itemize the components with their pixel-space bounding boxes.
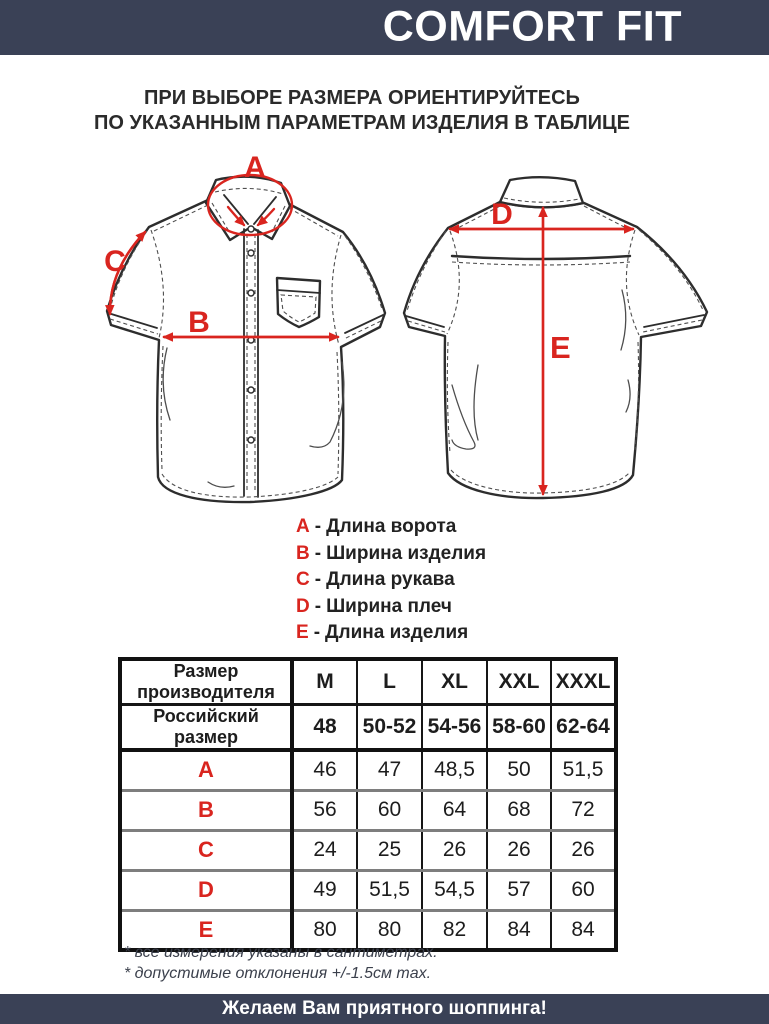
header-bar (0, 0, 769, 55)
legend-label: Ширина плеч (326, 595, 452, 617)
value-cell: 80 (357, 910, 422, 950)
size-cell: XXL (487, 659, 551, 705)
footnote-tolerance: * допустимые отклонения +/-1.5см max. (124, 965, 432, 982)
footnote-units: * все измерения указаны в сантиметрах. (124, 944, 438, 961)
table-row-d (120, 870, 616, 910)
legend-key: D (296, 595, 310, 617)
intro-line-2: ПО УКАЗАННЫМ ПАРАМЕТРАМ ИЗДЕЛИЯ В ТАБЛИЦЕ (93, 112, 630, 134)
legend-item-b (296, 541, 486, 568)
value-cell: 84 (487, 910, 551, 950)
value-cell: 72 (551, 790, 616, 830)
intro-line-1: ПРИ ВЫБОРЕ РАЗМЕРА ОРИЕНТИРУЙТЕСЬ (144, 87, 580, 109)
footer-message: Желаем Вам приятного шоппинга! (222, 998, 547, 1019)
table-row-manufacturer-size (120, 659, 616, 705)
legend-item-a (296, 514, 486, 541)
table-row-c (120, 830, 616, 870)
brand-title: COMFORT FIT (382, 2, 682, 51)
measure-label-d: D (491, 198, 513, 231)
footer-bar (0, 994, 769, 1024)
value-cell: 26 (487, 830, 551, 870)
size-cell: L (357, 659, 422, 705)
value-cell: 26 (551, 830, 616, 870)
size-cell: M (292, 659, 357, 705)
value-cell: 51,5 (357, 870, 422, 910)
table-row-a (120, 750, 616, 790)
size-cell: 48 (292, 705, 357, 751)
legend-item-d (296, 594, 486, 621)
value-cell: 56 (292, 790, 357, 830)
value-cell: 64 (422, 790, 487, 830)
value-cell: 57 (487, 870, 551, 910)
value-cell: 47 (357, 750, 422, 790)
legend-item-c (296, 567, 486, 594)
shirt-front-drawing (58, 150, 398, 510)
value-cell: 50 (487, 750, 551, 790)
legend-key: E (296, 622, 309, 644)
value-cell: 84 (551, 910, 616, 950)
legend-separator: - (314, 516, 322, 537)
legend-separator: - (313, 622, 321, 644)
value-cell: 48,5 (422, 750, 487, 790)
value-cell: 82 (422, 910, 487, 950)
size-table (118, 657, 618, 952)
legend-item-e (296, 620, 486, 647)
measure-legend (296, 514, 486, 647)
legend-label: Ширина изделия (326, 542, 487, 564)
footnotes (124, 942, 438, 984)
measure-key-cell: A (120, 750, 292, 790)
measure-label-a: A (244, 151, 266, 184)
measure-label-e: E (550, 330, 571, 365)
legend-key: B (296, 542, 310, 564)
legend-label: Длина ворота (326, 516, 457, 537)
row-header: Размер производителя (120, 659, 292, 705)
value-cell: 51,5 (551, 750, 616, 790)
shirt-front-outline (107, 177, 385, 502)
measure-key-cell: C (120, 830, 292, 870)
measure-key-cell: D (120, 870, 292, 910)
value-cell: 60 (357, 790, 422, 830)
size-cell: XXXL (551, 659, 616, 705)
measure-label-b: B (188, 306, 210, 339)
legend-label: Длина изделия (325, 622, 469, 644)
value-cell: 54,5 (422, 870, 487, 910)
legend-label: Длина рукава (326, 569, 455, 591)
size-cell: 58-60 (487, 705, 551, 751)
legend-separator: - (314, 595, 322, 617)
size-cell: 62-64 (551, 705, 616, 751)
size-cell: 54-56 (422, 705, 487, 751)
legend-key: A (296, 516, 310, 537)
value-cell: 24 (292, 830, 357, 870)
legend-separator: - (314, 542, 322, 564)
measure-key-cell: E (120, 910, 292, 950)
size-cell: 50-52 (357, 705, 422, 751)
shirt-back-drawing (390, 150, 720, 510)
value-cell: 49 (292, 870, 357, 910)
table-row-russian-size (120, 705, 616, 751)
value-cell: 26 (422, 830, 487, 870)
legend-key: C (296, 569, 310, 591)
value-cell: 60 (551, 870, 616, 910)
table-row-b (120, 790, 616, 830)
intro-heading (0, 86, 724, 136)
size-cell: XL (422, 659, 487, 705)
row-header: Российский размер (120, 705, 292, 751)
value-cell: 46 (292, 750, 357, 790)
value-cell: 25 (357, 830, 422, 870)
value-cell: 68 (487, 790, 551, 830)
measure-key-cell: B (120, 790, 292, 830)
value-cell: 80 (292, 910, 357, 950)
measure-label-c: C (104, 245, 126, 278)
legend-separator: - (314, 569, 322, 591)
